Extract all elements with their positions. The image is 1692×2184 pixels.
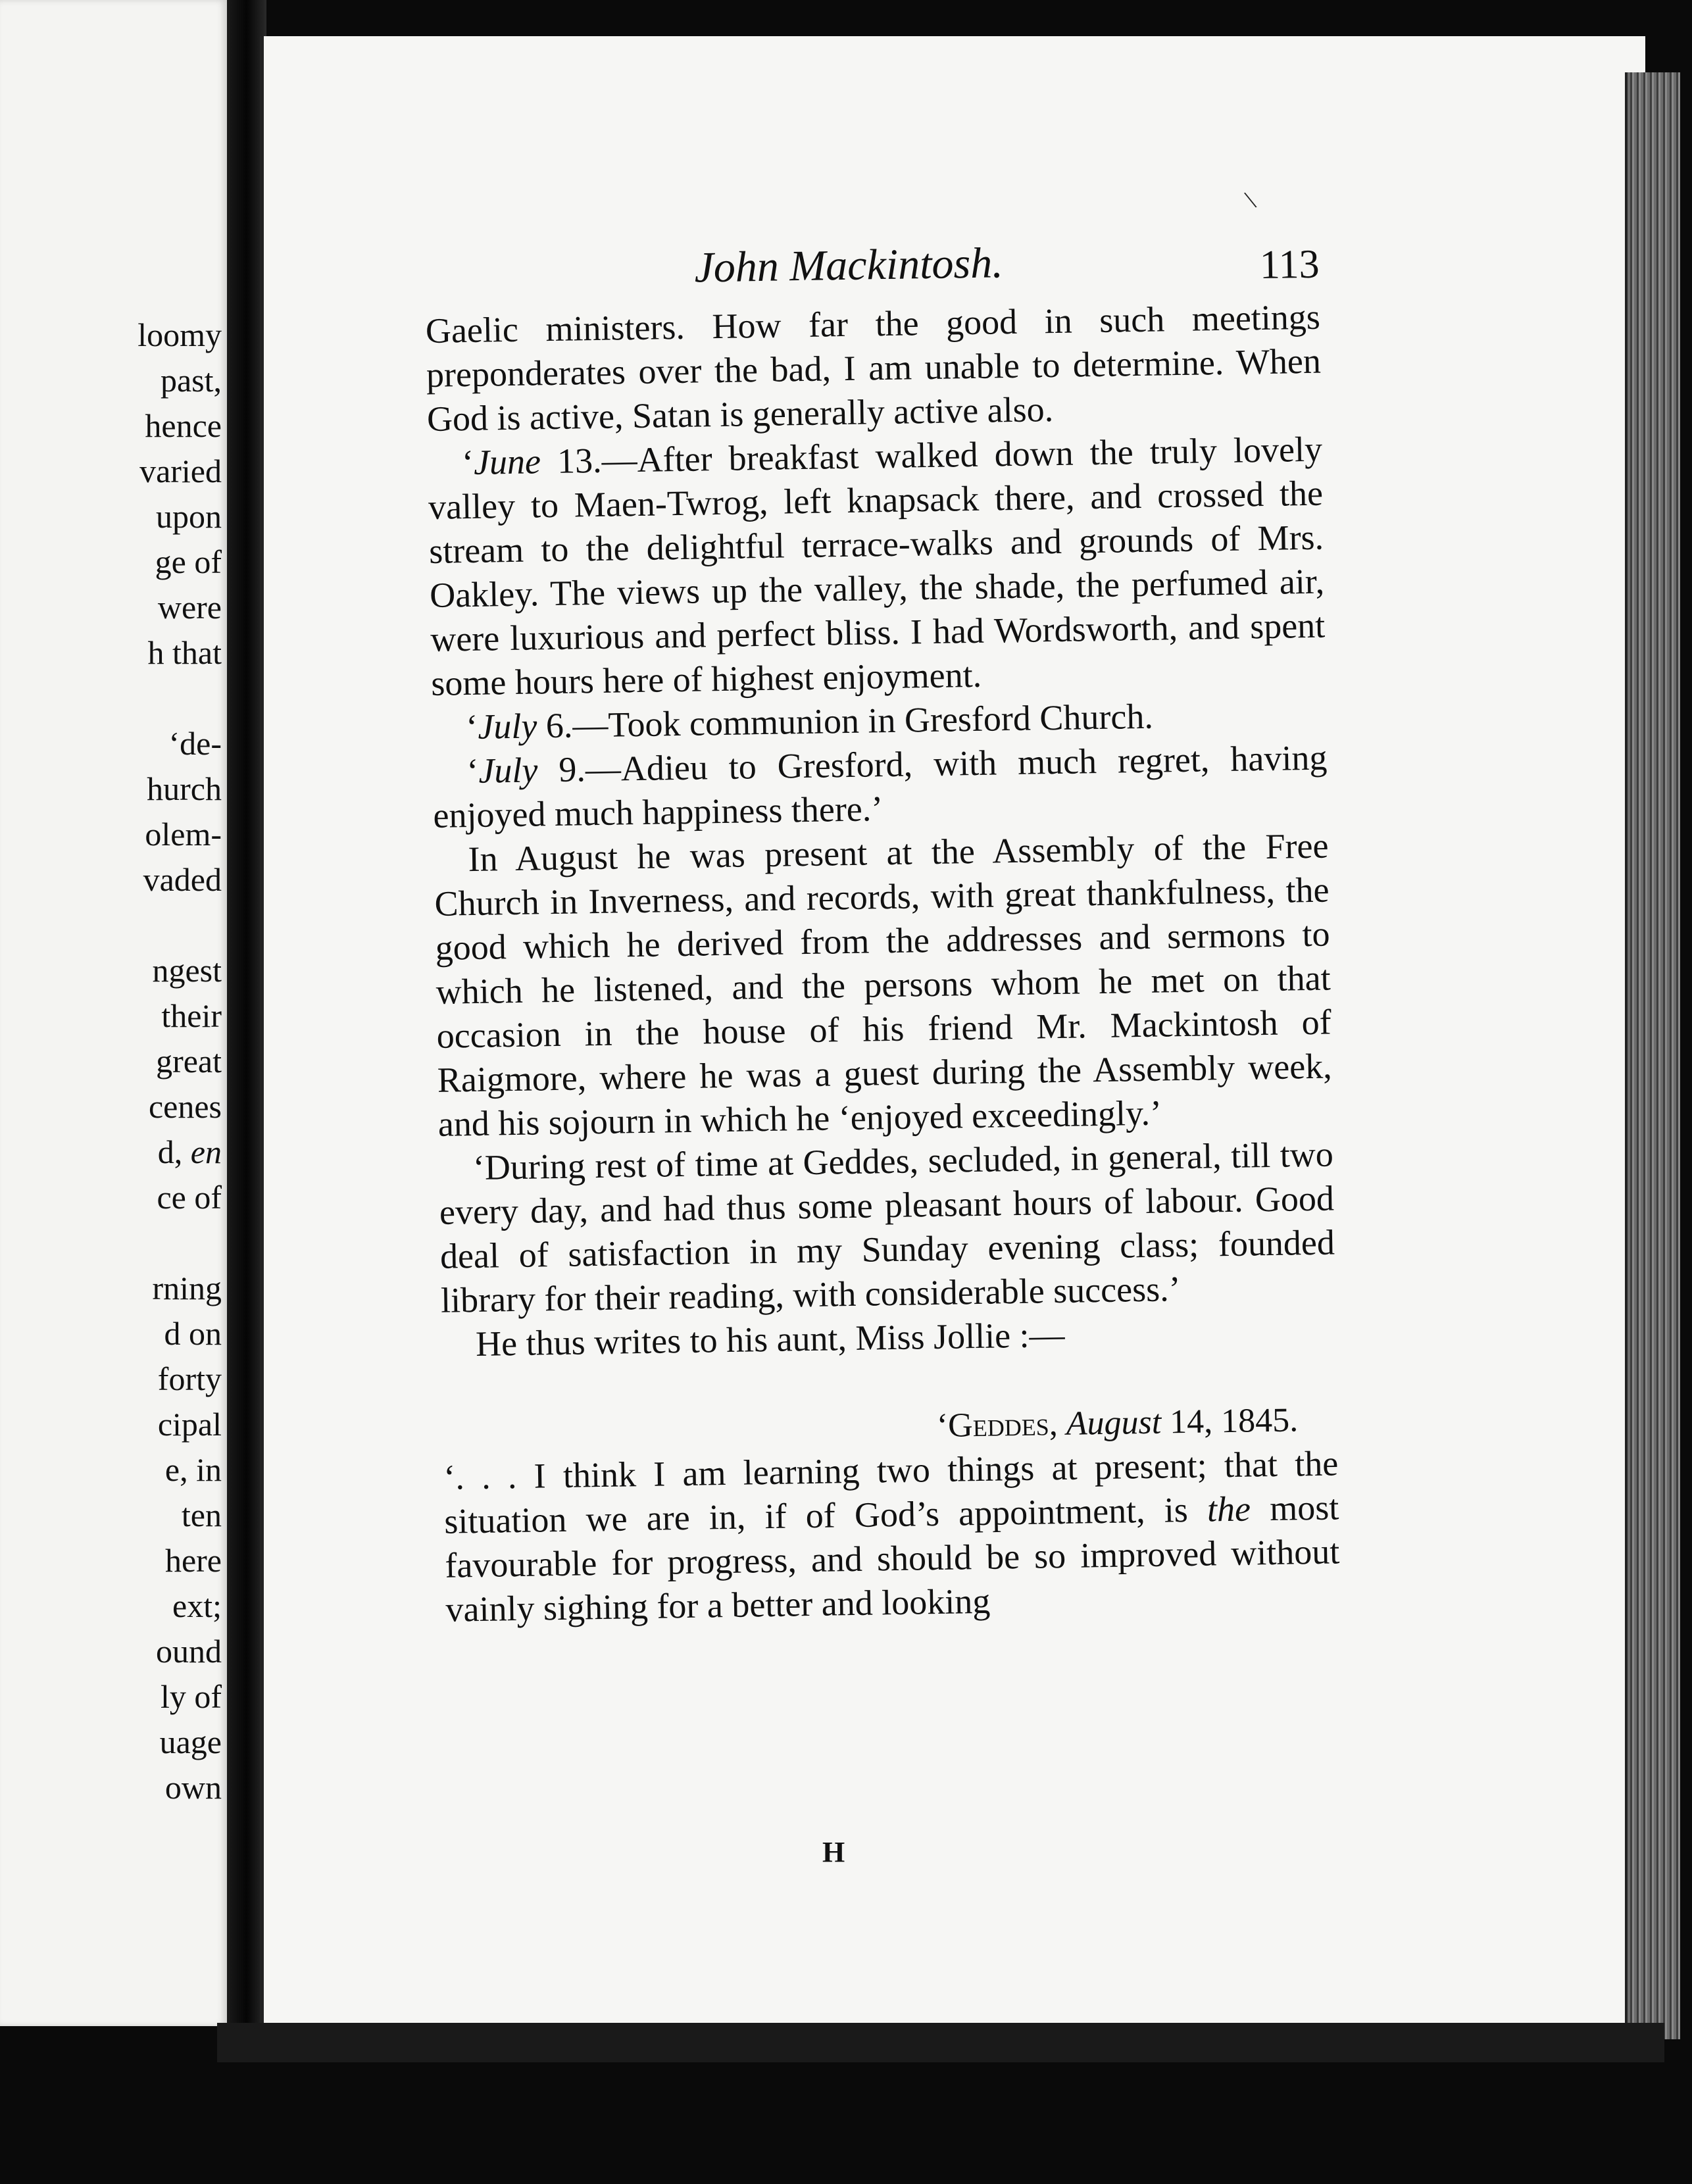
left-page-line: forty	[157, 1360, 222, 1397]
left-page-line: their	[161, 997, 222, 1034]
left-page-line: uage	[159, 1724, 222, 1760]
left-page-line: hurch	[147, 770, 222, 807]
left-page-line: ce of	[157, 1179, 222, 1216]
left-page-text	[5, 312, 222, 1810]
left-page-line: olem-	[145, 816, 222, 853]
left-page-line: cipal	[157, 1406, 222, 1443]
left-page-line	[5, 1220, 222, 1266]
left-page-line: ext;	[172, 1587, 222, 1624]
paragraph-4: ‘July 9.—Adieu to Gresford, with much regret, having enjoyed much happiness there.’	[433, 737, 1328, 835]
letter-place: ‘Geddes,	[936, 1405, 1058, 1445]
left-page-line: ngest	[152, 952, 222, 989]
letter-date: 14, 1845.	[1169, 1401, 1299, 1441]
left-page-line: great	[156, 1043, 222, 1080]
left-page-line: d on	[164, 1315, 222, 1352]
left-page-line	[5, 903, 222, 948]
left-page-line: h that	[147, 634, 222, 671]
left-page-line: d, en	[157, 1133, 222, 1170]
letter-body: ‘. . . I think I am learning two things at present; that the situation we are in, if of God’s appointment, is the most favourable for progress, and should be so improved without vainly sighing for a better and looking	[443, 1443, 1340, 1629]
left-page-line	[5, 676, 222, 721]
letter-month: August	[1066, 1403, 1162, 1443]
left-page-line: e, in	[164, 1451, 222, 1488]
bottom-shadow	[217, 2023, 1664, 2062]
stray-mark: \	[1241, 184, 1259, 215]
paragraph-1: Gaelic ministers. How far the good in such meetings preponderates over the bad, I am unable to determine. When God is active, Satan is generally active also.	[425, 297, 1322, 439]
left-page-line: hence	[145, 407, 222, 444]
left-page-line: past,	[160, 362, 222, 399]
paragraph-5: In August he was present at the Assembly of the Free Church in Inverness, and records, with great thankfulness, the good which he derived from the addresses and sermons to which he listened, and the persons whom he met on that occasion in the house of his friend Mr. Mackintosh of Raigmore, where he was a guest during the Assembly week, and his sojourn in which he ‘enjoyed exceedingly.’	[434, 826, 1333, 1144]
left-page-line: upon	[156, 498, 222, 535]
left-page-line: ten	[181, 1497, 222, 1533]
left-page-line: ‘de-	[168, 725, 222, 762]
running-title: John Mackintosh.	[693, 239, 1004, 292]
left-page-line: ound	[156, 1633, 222, 1670]
left-page-line: were	[157, 589, 222, 626]
signature-mark: H	[822, 1836, 845, 1868]
left-page-line: varied	[139, 453, 222, 489]
page-number: 113	[1259, 241, 1320, 288]
left-facing-page	[0, 0, 227, 2026]
paragraph-7: He thus writes to his aunt, Miss Jollie :—	[475, 1314, 1065, 1364]
left-page-line: ge of	[155, 543, 222, 580]
left-page-line: own	[164, 1769, 222, 1806]
left-page-line: here	[164, 1542, 222, 1579]
paragraph-6: ‘During rest of time at Geddes, secluded, in general, till two every day, and had thus some pleasant hours of labour. Good deal of satisfaction in my Sunday evening class; founded library for their reading, with considerable success.’	[439, 1134, 1335, 1320]
left-page-line: cenes	[148, 1088, 222, 1125]
left-page-line: ly of	[160, 1678, 222, 1715]
page-content	[424, 236, 1341, 1632]
left-page-line: loomy	[137, 316, 222, 353]
left-page-line: rning	[152, 1270, 222, 1306]
paragraph-2: ‘June 13.—After breakfast walked down the truly lovely valley to Maen-Twrog, left knapsack there, and crossed the stream to the delightful terrace-walks and grounds of Mrs. Oakley. The views up the valley, the shade, the perfumed air, were luxurious and perfect bliss. I had Wordsworth, and spent some hours here of highest enjoyment.	[428, 429, 1326, 703]
paragraph-3: ‘July 6.—Took communion in Gresford Church.	[465, 696, 1154, 747]
left-page-line: vaded	[143, 861, 222, 898]
page-fore-edge	[1625, 72, 1680, 2039]
